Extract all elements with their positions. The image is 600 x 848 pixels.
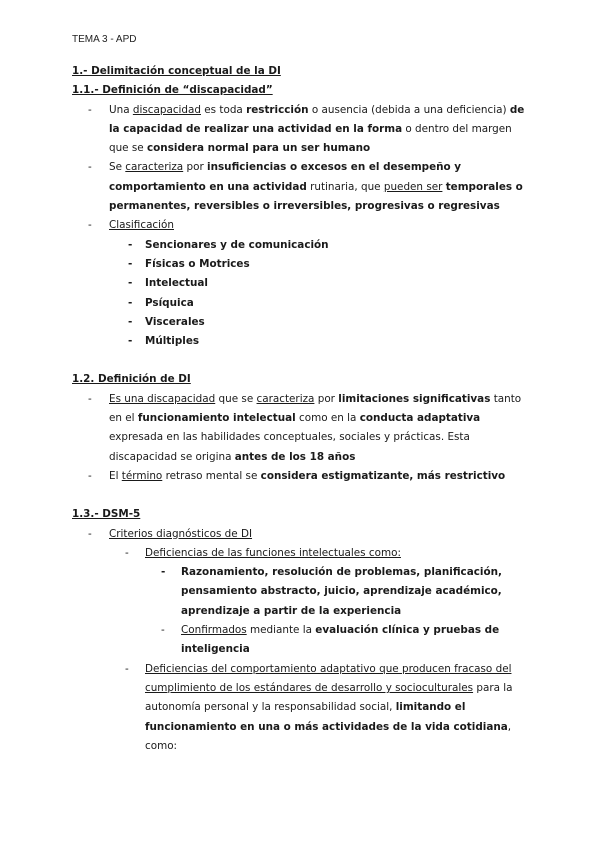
dash-marker: - [88, 469, 92, 482]
subsection-heading-1-1: 1.1.- Definición de “discapacidad” [72, 84, 273, 97]
section-heading: 1.- Delimitación conceptual de la DI [72, 65, 281, 77]
dash-marker: - [88, 219, 92, 232]
subsection-heading-1-2: 1.2. Definición de DI [72, 373, 191, 386]
bullet-clasificacion: - Clasificación [72, 216, 532, 235]
list-item: - Físicas o Motrices [128, 257, 250, 270]
dash-marker: - [161, 566, 166, 579]
page-header: TEMA 3 - APD [72, 34, 137, 45]
bullet-retraso-mental: - El término retraso mental se considera estigmatizante, más restrictivo [72, 467, 532, 486]
dash-marker: - [161, 624, 165, 637]
dash-marker: - [88, 161, 92, 174]
bullet-di-definition: - Es una discapacidad que se caracteriza por limitaciones significativas tanto en el funcionamiento intelectual como en la conducta adaptativa expresada en las habilidades conceptuales, sociales y prácticas. Esta discapacidad se origina antes de los 18 años [72, 390, 532, 467]
dash-marker: - [88, 103, 92, 116]
dash-marker: - [88, 392, 92, 405]
list-item: - Sencionares y de comunicación [128, 238, 329, 251]
bullet-razonamiento: - Razonamiento, resolución de problemas, planificación, pensamiento abstracto, juicio, aprendizaje académico, aprendizaje a partir de la experiencia [72, 563, 532, 621]
list-item: - Intelectual [128, 277, 208, 290]
bullet-criterios: - Criterios diagnósticos de DI [72, 525, 532, 544]
list-item: - Múltiples [128, 335, 200, 348]
bullet-confirmados: - Confirmados mediante la evaluación clínica y pruebas de inteligencia [72, 621, 532, 660]
dash-marker: - [88, 527, 92, 540]
bullet-caracteriza: - Se caracteriza por insuficiencias o excesos en el desempeño y comportamiento en una actividad rutinaria, que pueden ser temporales o permanentes, reversibles o irreversibles, progresivas o regresivas [72, 158, 532, 216]
bullet-deficiencias-intelectuales: - Deficiencias de las funciones intelectuales como: [72, 544, 532, 563]
subsection-heading-1-3: 1.3.- DSM-5 [72, 508, 141, 521]
document-body [72, 62, 532, 756]
classification-list [72, 236, 532, 352]
dash-marker: - [125, 662, 129, 675]
list-item: - Psíquica [128, 296, 194, 309]
list-item: - Viscerales [128, 315, 205, 328]
bullet-deficiencias-adaptativo: - Deficiencias del comportamiento adaptativo que producen fracaso del cumplimiento de los estándares de desarrollo y socioculturales para la autonomía personal y la responsabilidad social, limitando el funcionamiento en una o más actividades de la vida cotidiana, como: [72, 660, 532, 756]
dash-marker: - [125, 546, 129, 559]
bullet-discapacidad-definition: - Una discapacidad es toda restricción o ausencia (debida a una deficiencia) de la capacidad de realizar una actividad en la forma o dentro del margen que se considera normal para un ser humano [72, 101, 532, 159]
